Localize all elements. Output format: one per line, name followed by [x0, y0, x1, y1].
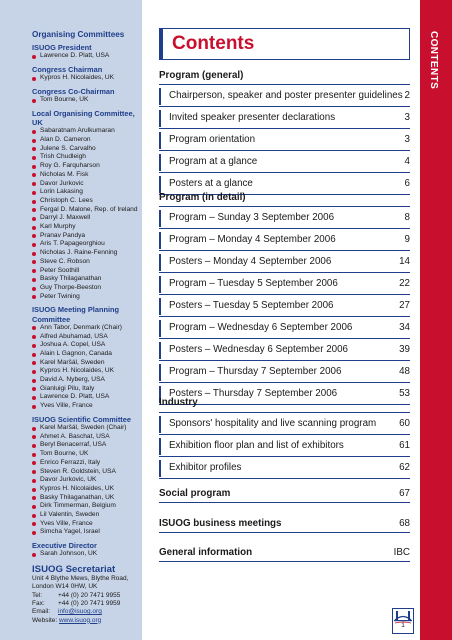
toc-entry-text: ISUOG business meetings — [159, 518, 282, 529]
fax-label: Fax: — [32, 599, 45, 607]
toc-entry-text: Program orientation — [169, 134, 256, 145]
committee-member: Peter Twining — [32, 293, 136, 302]
committee-member: Fergal D. Malone, Rep. of Ireland — [32, 206, 136, 215]
committee-member-list — [32, 52, 136, 61]
toc-page-number: 39 — [399, 344, 410, 355]
committee-heading: ISUOG President — [32, 43, 92, 53]
committee-member: Lawrence D. Platt, USA — [32, 393, 136, 402]
committee-member: Nicholas M. Fisk — [32, 171, 136, 180]
email-link[interactable]: info@isuog.org — [58, 608, 102, 616]
secretariat-address-line2: London W14 0HW, UK — [32, 583, 98, 591]
page-number: 1 — [401, 622, 405, 629]
toc-entry-social-program[interactable] — [159, 483, 410, 503]
committee-member: Joshua A. Copel, USA — [32, 341, 136, 350]
committee-member: Ann Tabor, Denmark (Chair) — [32, 324, 136, 333]
committee-member: Ahmet A. Baschat, USA — [32, 433, 136, 442]
committee-member: Davor Jurkovic — [32, 180, 136, 189]
program-detail-heading: Program (in detail) — [159, 192, 246, 203]
toc-entry[interactable] — [159, 295, 410, 317]
divider — [159, 561, 410, 562]
toc-entry[interactable] — [159, 207, 410, 229]
committee-member: Dirk Timmerman, Belgium — [32, 502, 136, 511]
toc-page-number: 67 — [399, 488, 410, 499]
committee-member: Alan D. Cameron — [32, 136, 136, 145]
toc-entry[interactable] — [159, 457, 410, 479]
committee-member: Lorin Lakasing — [32, 188, 136, 197]
toc-entry[interactable] — [159, 361, 410, 383]
committee-member: Peter Soothill — [32, 267, 136, 276]
secretariat-tel — [32, 592, 136, 600]
committee-member: Basky Thilaganathan, UK — [32, 494, 136, 503]
committee-member-list — [32, 550, 136, 559]
committee-member: Beryl Benacerraf, USA — [32, 441, 136, 450]
toc-page-number: 2 — [404, 90, 410, 101]
toc-entry[interactable] — [159, 273, 410, 295]
entry-marker — [159, 320, 161, 337]
committee-member: Trish Chudleigh — [32, 153, 136, 162]
toc-entry-text: Chairperson, speaker and poster presenter guidelines — [169, 90, 403, 101]
secretariat-fax — [32, 600, 136, 608]
entry-marker — [159, 438, 161, 455]
committee-member: Guy Thorpe-Beeston — [32, 284, 136, 293]
committee-member: Roy G. Farquharson — [32, 162, 136, 171]
entry-marker — [159, 276, 161, 293]
toc-entry-text: Posters – Wednesday 6 September 2006 — [169, 344, 348, 355]
secretariat-website — [32, 617, 136, 625]
committee-member: Lil Valentin, Sweden — [32, 511, 136, 520]
committee-heading: Congress Co-Chairman — [32, 87, 115, 97]
toc-entry-text: Exhibitor profiles — [169, 462, 242, 473]
website-link[interactable]: www.isuog.org — [58, 616, 102, 624]
committee-member: Basky Thilaganathan — [32, 275, 136, 284]
toc-page-number: 27 — [399, 300, 410, 311]
section-tab — [420, 0, 452, 640]
contents-panel — [159, 0, 410, 640]
toc-entry-text: Sponsors' hospitality and live scanning program — [169, 418, 377, 429]
email-label: Email: — [32, 608, 51, 616]
entry-marker — [159, 342, 161, 359]
committee-member: Darryl J. Maxwell — [32, 214, 136, 223]
toc-entry[interactable] — [159, 251, 410, 273]
committee-member: Tom Bourne, UK — [32, 96, 136, 105]
toc-entry-text: Posters – Thursday 7 September 2006 — [169, 388, 338, 399]
toc-entry-text: General information — [159, 547, 253, 558]
committee-member: Davor Jurkovic, UK — [32, 476, 136, 485]
divider — [159, 478, 410, 479]
toc-entry[interactable] — [159, 129, 410, 151]
committee-member: Alfred Abuhamad, USA — [32, 333, 136, 342]
toc-entry[interactable] — [159, 85, 410, 107]
industry-heading: Industry — [159, 397, 198, 408]
toc-entry-text: Program at a glance — [169, 156, 258, 167]
committee-member-list — [32, 74, 136, 83]
toc-page-number: 62 — [399, 462, 410, 473]
committee-member: Lawrence D. Platt, USA — [32, 52, 136, 61]
committee-member: Steven R. Goldstein, USA — [32, 468, 136, 477]
entry-marker — [159, 364, 161, 381]
committee-member: Pranav Pandya — [32, 232, 136, 241]
toc-entry-text: Social program — [159, 488, 231, 499]
committee-member-list — [32, 127, 136, 301]
committee-member: Alain L Gagnon, Canada — [32, 350, 136, 359]
entry-marker — [159, 132, 161, 149]
committee-heading: ISUOG Meeting Planning Committee — [32, 305, 120, 324]
committee-member: Kypros H. Nicolaides, UK — [32, 367, 136, 376]
committee-member: Yves Ville, France — [32, 520, 136, 529]
committee-member: Steve C. Robson — [32, 258, 136, 267]
toc-page-number: 48 — [399, 366, 410, 377]
committee-heading: ISUOG Scientific Committee — [32, 414, 131, 424]
toc-entry-text: Posters – Tuesday 5 September 2006 — [169, 300, 334, 311]
committee-member: Tom Bourne, UK — [32, 450, 136, 459]
committee-member: Simcha Yagel, Israel — [32, 528, 136, 537]
toc-page-number: 3 — [404, 112, 410, 123]
toc-entry-text: Program – Wednesday 6 September 2006 — [169, 322, 353, 333]
entry-marker — [159, 88, 161, 105]
committee-sidebar — [0, 0, 142, 640]
toc-entry-text: Invited speaker presenter declarations — [169, 112, 336, 123]
committee-member: Sabaratnam Arulkumaran — [32, 127, 136, 136]
toc-entry-text: Program – Monday 4 September 2006 — [169, 234, 336, 245]
entry-marker — [159, 176, 161, 193]
committee-member: Karel Maršál, Sweden (Chair) — [32, 424, 136, 433]
toc-page-number: 14 — [399, 256, 410, 267]
toc-page-number: 4 — [404, 156, 410, 167]
toc-entry[interactable] — [159, 317, 410, 339]
committee-member: Yves Ville, France — [32, 402, 136, 411]
contents-header-box — [159, 28, 410, 60]
committee-member: Sarah Johnson, UK — [32, 550, 136, 559]
entry-marker — [159, 110, 161, 127]
toc-page-number: 22 — [399, 278, 410, 289]
toc-entry[interactable] — [159, 339, 410, 361]
entry-marker — [159, 254, 161, 271]
toc-entry[interactable] — [159, 151, 410, 173]
toc-page-number: 9 — [404, 234, 410, 245]
toc-entry-text: Posters at a glance — [169, 178, 253, 189]
section-tab-label: CONTENTS — [428, 31, 439, 90]
fax-value: +44 (0) 20 7471 9959 — [58, 599, 121, 607]
tel-value: +44 (0) 20 7471 9955 — [58, 591, 121, 599]
toc-entry[interactable] — [159, 413, 410, 435]
committee-member: Enrico Ferrazzi, Italy — [32, 459, 136, 468]
committee-member: David A. Nyberg, USA — [32, 376, 136, 385]
committee-member: Aris T. Papageorghiou — [32, 240, 136, 249]
toc-entry[interactable] — [159, 107, 410, 129]
toc-page-number: 68 — [399, 518, 410, 529]
committee-member-list — [32, 96, 136, 105]
secretariat-address-line1: Unit 4 Blythe Mews, Blythe Road, — [32, 575, 129, 583]
toc-entry[interactable] — [159, 435, 410, 457]
toc-page-number: 34 — [399, 322, 410, 333]
toc-entry-text: Program – Sunday 3 September 2006 — [169, 212, 335, 223]
entry-marker — [159, 460, 161, 477]
organising-committees-title: Organising Committees — [32, 30, 125, 39]
toc-entry[interactable] — [159, 229, 410, 251]
secretariat-email — [32, 608, 136, 616]
toc-page-number: 60 — [399, 418, 410, 429]
divider — [159, 532, 410, 533]
toc-page-number: 6 — [404, 178, 410, 189]
committee-member: Kypros H. Nicolaides, UK — [32, 485, 136, 494]
committee-member: Karel Maršál, Sweden — [32, 359, 136, 368]
toc-entry-text: Exhibition floor plan and list of exhibitors — [169, 440, 344, 451]
toc-page-number: IBC — [393, 547, 410, 558]
committee-groups — [32, 43, 136, 559]
toc-entry-text: Posters – Monday 4 September 2006 — [169, 256, 332, 267]
committee-member: Karl Murphy — [32, 223, 136, 232]
toc-entry-text: Program – Thursday 7 September 2006 — [169, 366, 342, 377]
committee-heading: Executive Director — [32, 541, 97, 551]
contents-title: Contents — [172, 33, 255, 54]
website-label: Website: — [32, 616, 58, 624]
entry-marker — [159, 210, 161, 227]
committee-member: Julene S. Carvalho — [32, 145, 136, 154]
toc-page-number: 8 — [404, 212, 410, 223]
toc-entry-business-meetings[interactable] — [159, 513, 410, 533]
bridge-logo-icon — [392, 608, 414, 634]
entry-marker — [159, 416, 161, 433]
entry-marker — [159, 232, 161, 249]
committee-member-list — [32, 324, 136, 411]
committee-member-list — [32, 424, 136, 537]
committee-member: Kypros H. Nicolaides, UK — [32, 74, 136, 83]
toc-page-number: 53 — [399, 388, 410, 399]
committee-heading: Congress Chairman — [32, 65, 103, 75]
committee-member: Gianluigi Pilu, Italy — [32, 385, 136, 394]
divider — [159, 502, 410, 503]
committee-member: Christoph C. Lees — [32, 197, 136, 206]
toc-page-number: 61 — [399, 440, 410, 451]
committee-member: Nicholas J. Raine-Fenning — [32, 249, 136, 258]
toc-entry-text: Program – Tuesday 5 September 2006 — [169, 278, 338, 289]
toc-entry-general-information[interactable] — [159, 542, 410, 562]
entry-marker — [159, 154, 161, 171]
entry-marker — [159, 298, 161, 315]
secretariat-title: ISUOG Secretariat — [32, 564, 116, 576]
program-general-heading: Program (general) — [159, 70, 244, 81]
toc-page-number: 3 — [404, 134, 410, 145]
tel-label: Tel: — [32, 591, 43, 599]
committee-heading: Local Organising Committee, UK — [32, 108, 135, 128]
